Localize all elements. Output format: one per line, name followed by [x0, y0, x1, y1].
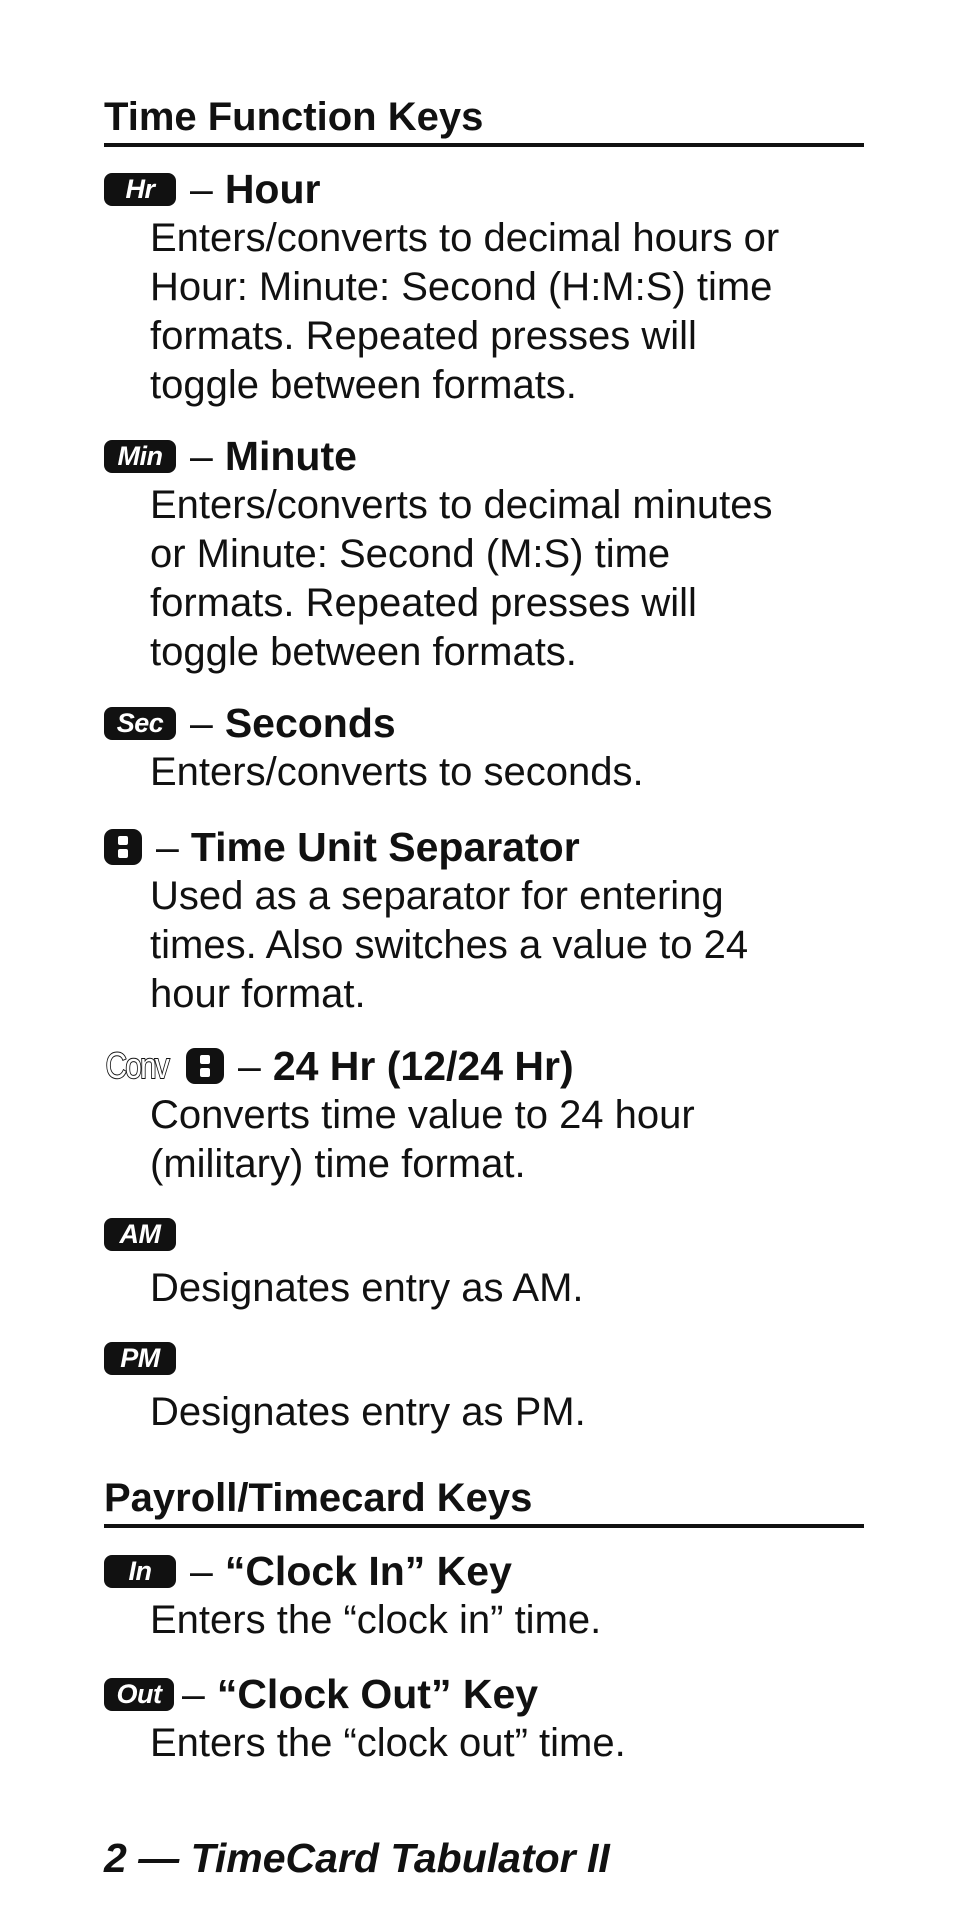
entry-title: “Clock In” Key	[224, 1547, 512, 1594]
entry-am	[104, 1212, 864, 1313]
dash: –	[156, 823, 179, 870]
description-line: hour format.	[150, 972, 366, 1016]
dash: –	[190, 1547, 213, 1594]
clock-out-key-icon: Out	[104, 1678, 174, 1711]
description-line: Hour: Minute: Second (H:M:S) time	[150, 265, 773, 309]
hour-key-icon: Hr	[104, 173, 176, 206]
entry-head	[104, 1336, 864, 1380]
description-line: times. Also switches a value to 24	[150, 923, 749, 967]
entry-clock-in	[104, 1546, 864, 1645]
entry-description	[150, 481, 864, 677]
entry-head	[104, 822, 864, 872]
entry-head	[104, 1212, 864, 1256]
description-line: Converts time value to 24 hour	[150, 1093, 695, 1137]
entry-seconds	[104, 698, 864, 797]
minute-key-icon: Min	[104, 440, 176, 473]
dash: –	[190, 699, 213, 746]
colon-separator-key-icon	[104, 829, 142, 865]
entry-head	[104, 1041, 864, 1091]
description-line: Enters the “clock out” time.	[150, 1721, 626, 1765]
dash: –	[190, 432, 213, 479]
entry-hour	[104, 164, 864, 410]
dash: –	[182, 1670, 205, 1717]
description-line: formats. Repeated presses will	[150, 581, 697, 625]
entry-description	[150, 214, 864, 410]
conv-key-icon: Conv	[105, 1045, 168, 1086]
manual-page	[104, 0, 864, 1908]
description-line: Enters/converts to decimal minutes	[150, 483, 773, 527]
entry-minute	[104, 431, 864, 677]
entry-title: Time Unit Separator	[190, 823, 580, 870]
entry-description	[150, 1091, 864, 1189]
seconds-key-icon: Sec	[104, 707, 176, 740]
entry-description	[150, 1264, 864, 1313]
entry-description	[150, 1596, 864, 1645]
entry-head	[104, 698, 864, 748]
entry-title: Minute	[224, 432, 357, 479]
description-line: toggle between formats.	[150, 363, 577, 407]
description-line: formats. Repeated presses will	[150, 314, 697, 358]
description-line: Enters/converts to seconds.	[150, 750, 644, 794]
dash: –	[238, 1042, 261, 1089]
section-title-time-function-keys: Time Function Keys	[104, 97, 864, 147]
description-line: Designates entry as AM.	[150, 1266, 584, 1310]
description-line: (military) time format.	[150, 1142, 526, 1186]
entry-description	[150, 1719, 864, 1768]
entry-title: 24 Hr (12/24 Hr)	[272, 1042, 574, 1089]
entry-pm	[104, 1336, 864, 1437]
description-line: or Minute: Second (M:S) time	[150, 532, 671, 576]
entry-head	[104, 164, 864, 214]
entry-clock-out	[104, 1669, 864, 1768]
description-line: Designates entry as PM.	[150, 1390, 586, 1434]
colon-separator-key-icon	[186, 1048, 224, 1084]
entry-description	[150, 1388, 864, 1437]
entry-24-hr	[104, 1041, 864, 1189]
entry-description	[150, 872, 864, 1019]
entry-head	[104, 1669, 864, 1719]
description-line: Used as a separator for entering	[150, 874, 724, 918]
section-title-payroll-timecard-keys: Payroll/Timecard Keys	[104, 1478, 864, 1528]
entry-head	[104, 1546, 864, 1596]
clock-in-key-icon: In	[104, 1555, 176, 1588]
pm-key-icon: PM	[104, 1342, 176, 1375]
entry-time-unit-separator	[104, 822, 864, 1019]
description-line: Enters the “clock in” time.	[150, 1598, 602, 1642]
page-footer: 2 — TimeCard Tabulator II	[104, 1835, 610, 1881]
am-key-icon: AM	[104, 1218, 176, 1251]
entry-title: “Clock Out” Key	[216, 1670, 539, 1717]
entry-head	[104, 431, 864, 481]
entry-title: Hour	[224, 165, 321, 212]
description-line: toggle between formats.	[150, 630, 577, 674]
description-line: Enters/converts to decimal hours or	[150, 216, 780, 260]
dash: –	[190, 165, 213, 212]
entry-description	[150, 748, 864, 797]
entry-title: Seconds	[224, 699, 396, 746]
